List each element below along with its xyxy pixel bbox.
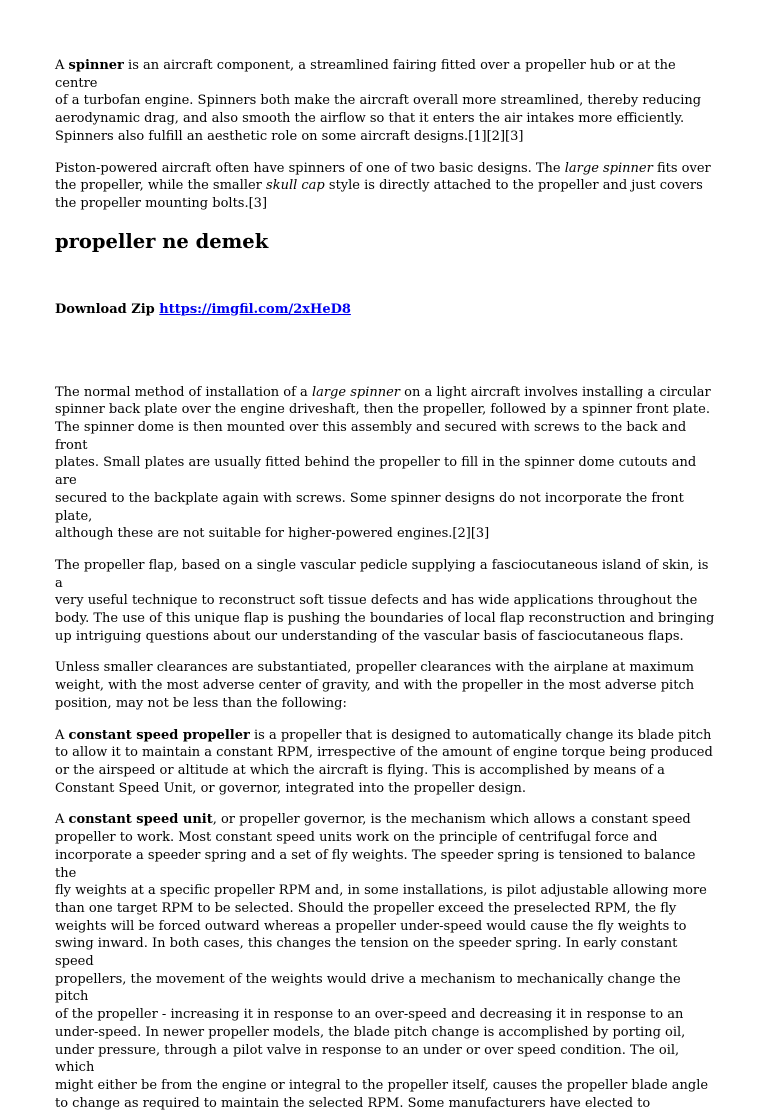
term-spinner: spinner — [68, 58, 124, 73]
paragraph-prefix: A — [55, 812, 69, 828]
paragraph-spinner-definition — [55, 57, 715, 146]
paragraph-text: Piston-powered aircraft often have spinners of one of two basic designs. The — [55, 160, 565, 176]
paragraph-text: on a light aircraft involves installing a circular spinner back plate over the engine driveshaft, then the propeller, followed by a spinner front plate. The spinner dome is then mounted over this assembly and secured with screws to the back and front plates. Small plates are usually fitted behind the propeller to fill in the spinner dome cutouts and are secured to the backplate again with screws. Some spinner designs do not incorporate the front plate, although these are not suitable for higher-powered engines.[2][3] — [55, 384, 711, 542]
paragraph-propeller-flap: The propeller flap, based on a single vascular pedicle supplying a fasciocutaneous island of skin, is a very useful technique to reconstruct soft tissue defects and has wide applications throughout the body. The use of this unique flap is pushing the boundaries of local flap reconstruction and bringing up intriguing questions about our understanding of the vascular basis of fasciocutaneous flaps. — [55, 557, 715, 644]
term-constant-speed-propeller: constant speed propeller — [68, 727, 250, 743]
paragraph-prefix: A — [55, 58, 69, 73]
term-skull-cap: skull cap — [266, 178, 325, 194]
paragraph-text: style is directly attached to the propeller and just covers the propeller mounting bolts.[3] — [55, 178, 703, 211]
paragraph-installation — [55, 384, 715, 543]
download-link[interactable]: https://imgfil.com/2xHeD8 — [159, 301, 351, 317]
paragraph-text: is a propeller that is designed to automatically change its blade pitch to allow it to maintain a constant RPM, irrespective of the amount of engine torque being produced or the airspeed or altitude at which the aircraft is flying. This is accomplished by means of a Constant Speed Unit, or governor, integrated into the propeller design. — [55, 727, 713, 796]
paragraph-constant-speed-propeller — [55, 727, 715, 798]
paragraph-text: The normal method of installation of a — [55, 384, 312, 400]
paragraph-text: is an aircraft component, a streamlined fairing fitted over a propeller hub or at the centre of a turbofan engine. Spinners both make the aircraft overall more streamlined, thereby reducing aerodynamic drag, and also smooth the airflow so that it enters the air intakes more efficiently. Spinners also fulfill an aesthetic role on some aircraft designs.[1][2][3] — [55, 58, 702, 144]
paragraph-text: fits over the propeller, while the smaller — [55, 160, 711, 194]
page-heading: propeller ne demek — [55, 229, 269, 253]
spacer — [55, 319, 715, 384]
term-large-spinner: large spinner — [564, 160, 653, 176]
paragraph-spinner-designs — [55, 160, 715, 213]
term-large-spinner: large spinner — [311, 384, 401, 400]
paragraph-text: , or propeller governor, is the mechanism which allows a constant speed propeller to work. Most constant speed units work on the principle of centrifugal force and incorporate a speeder spring and a set of fly weights. The speeder spring is tensioned to balance the fly weights at a specific propeller RPM and, in some installations, is pilot adjustable allowing more than one target RPM to be selected. Should the propeller exceed the preselected RPM, the fly weights will be forced outward whereas a propeller under-speed would cause the fly weights to swing inward. In both cases, this changes the tension on the speeder spring. In early constant speed propellers, the movement of the weights would drive a mechanism to mechanically change the pitch of the propeller - increasing it in response to an over-speed and decreasing it in response to an under-speed. In newer propeller models, the blade pitch change is accomplished by porting oil, under pressure, through a pilot valve in response to an under or over speed condition. The oil, which might either be from the engine or integral to the propeller itself, causes the propeller blade angle to change as required to maintain the selected RPM. Some manufacturers have elected to — [55, 812, 709, 1111]
download-line — [55, 301, 715, 319]
term-constant-speed-unit: constant speed unit — [68, 812, 213, 828]
paragraph-constant-speed-unit — [55, 811, 715, 1112]
download-label: Download Zip — [55, 301, 160, 317]
paragraph-prefix: A — [55, 727, 69, 743]
paragraph-clearances: Unless smaller clearances are substantiated, propeller clearances with the airplane at maximum weight, with the most adverse center of gravity, and with the propeller in the most adverse pitch position, may not be less than the following: — [55, 660, 695, 711]
